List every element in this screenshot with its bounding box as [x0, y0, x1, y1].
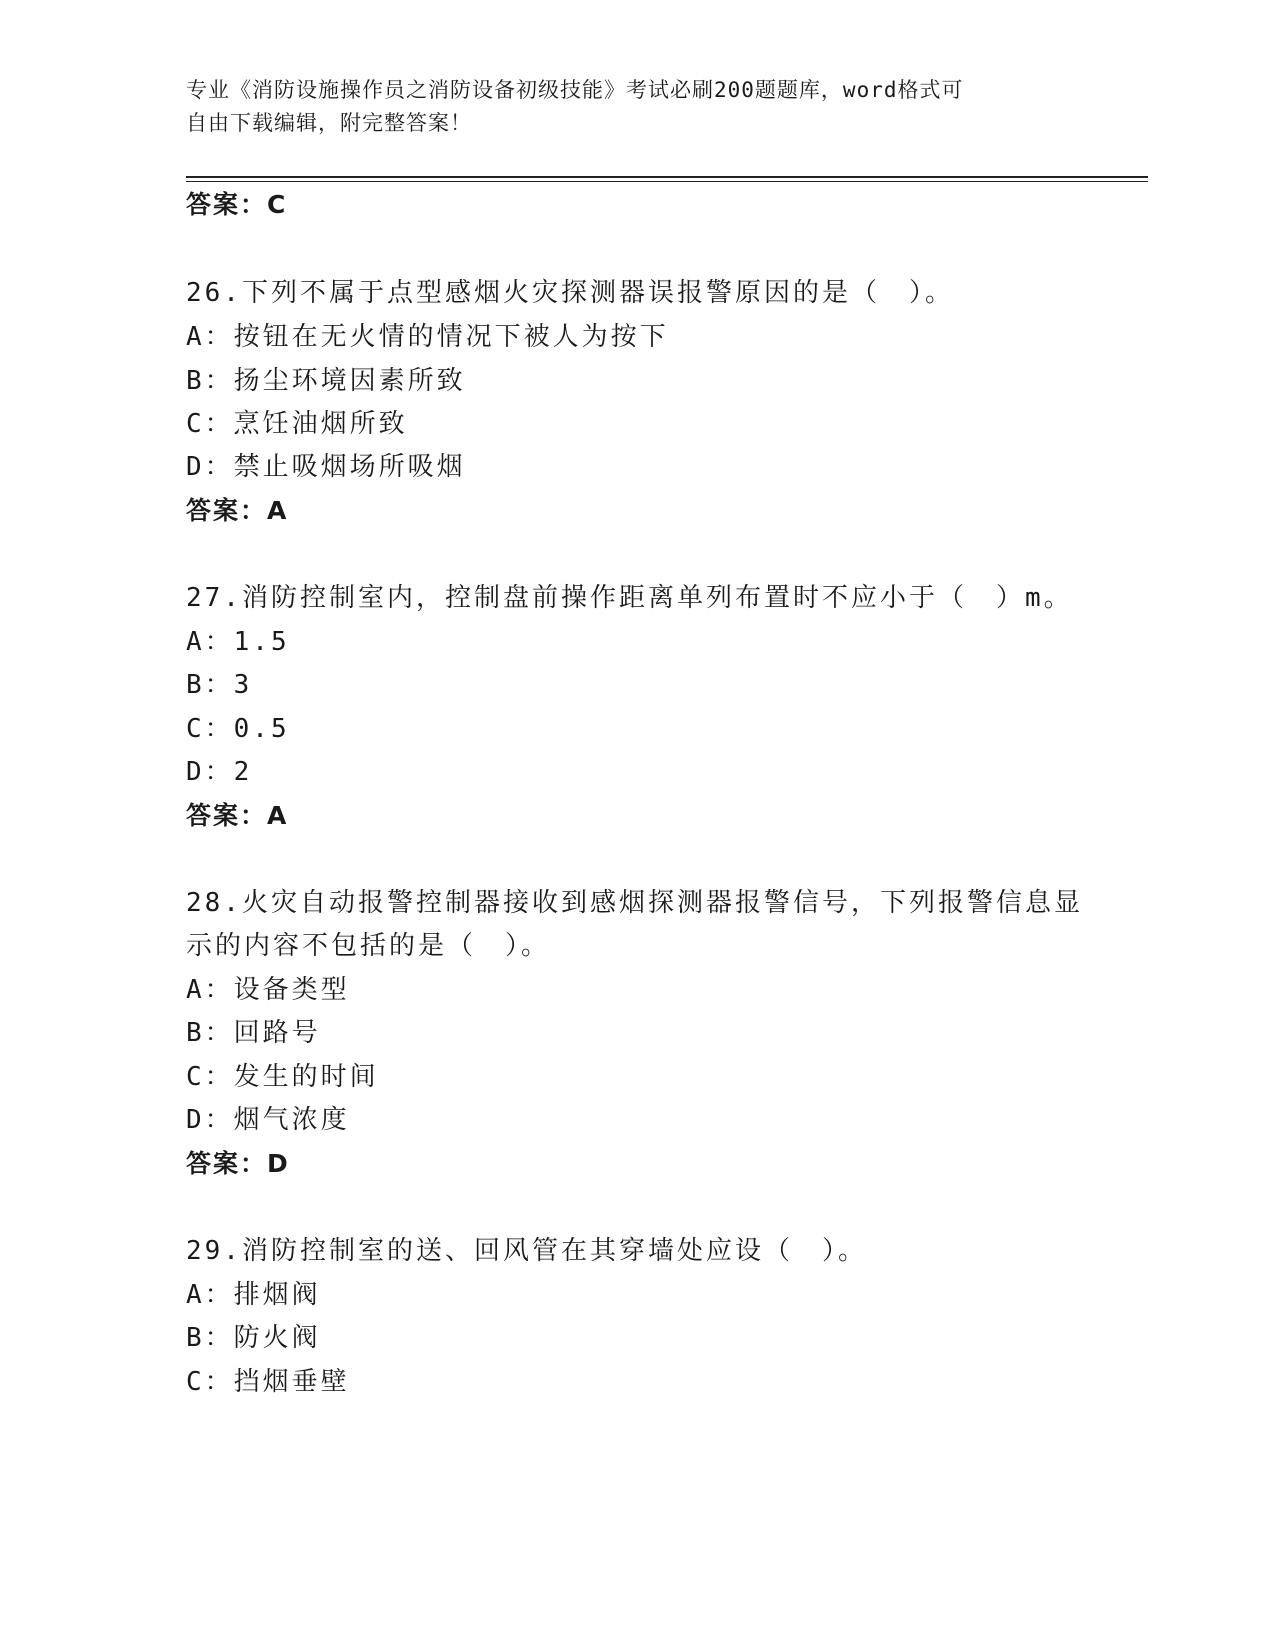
question-27-option-a: A：1.5 — [186, 627, 290, 657]
question-27-option-c: C：0.5 — [186, 714, 290, 744]
question-26-option-c: C：烹饪油烟所致 — [186, 409, 408, 439]
question-26-option-b: B：扬尘环境因素所致 — [186, 366, 466, 396]
previous-answer: 答案：C — [186, 190, 288, 219]
header-divider-thick — [186, 176, 1148, 178]
question-28-option-c: C：发生的时间 — [186, 1062, 379, 1092]
question-28-answer: 答案：D — [186, 1149, 290, 1178]
question-26-option-d: D：禁止吸烟场所吸烟 — [186, 452, 466, 482]
question-29-stem: 29.消防控制室的送、回风管在其穿墙处应设（ ）。 — [186, 1236, 867, 1266]
question-26-answer: 答案：A — [186, 496, 289, 525]
question-29-option-a: A：排烟阀 — [186, 1280, 321, 1310]
header-line-2: 自由下载编辑，附完整答案！ — [186, 111, 472, 135]
question-28-option-d: D：烟气浓度 — [186, 1105, 350, 1135]
question-26-stem: 26.下列不属于点型感烟火灾探测器误报警原因的是（ ）。 — [186, 278, 954, 308]
question-29-option-c: C：挡烟垂壁 — [186, 1367, 350, 1397]
question-26-option-a: A：按钮在无火情的情况下被人为按下 — [186, 322, 669, 352]
document-header — [186, 74, 1066, 140]
question-28-stem-line-2: 示的内容不包括的是（ ）。 — [186, 931, 551, 961]
header-divider-thin — [186, 181, 1148, 182]
question-28-option-a: A：设备类型 — [186, 975, 350, 1005]
question-28-stem-line-1: 28.火灾自动报警控制器接收到感烟探测器报警信号，下列报警信息显 — [186, 888, 1083, 918]
question-27-stem: 27.消防控制室内，控制盘前操作距离单列布置时不应小于（ ）m。 — [186, 583, 1073, 613]
question-29-option-b: B：防火阀 — [186, 1323, 321, 1353]
question-27-option-d: D：2 — [186, 757, 253, 787]
header-line-1: 专业《消防设施操作员之消防设备初级技能》考试必刷200题题库，word格式可 — [186, 78, 964, 102]
question-28-option-b: B：回路号 — [186, 1018, 321, 1048]
question-27-answer: 答案：A — [186, 801, 289, 830]
question-27-option-b: B：3 — [186, 670, 253, 700]
